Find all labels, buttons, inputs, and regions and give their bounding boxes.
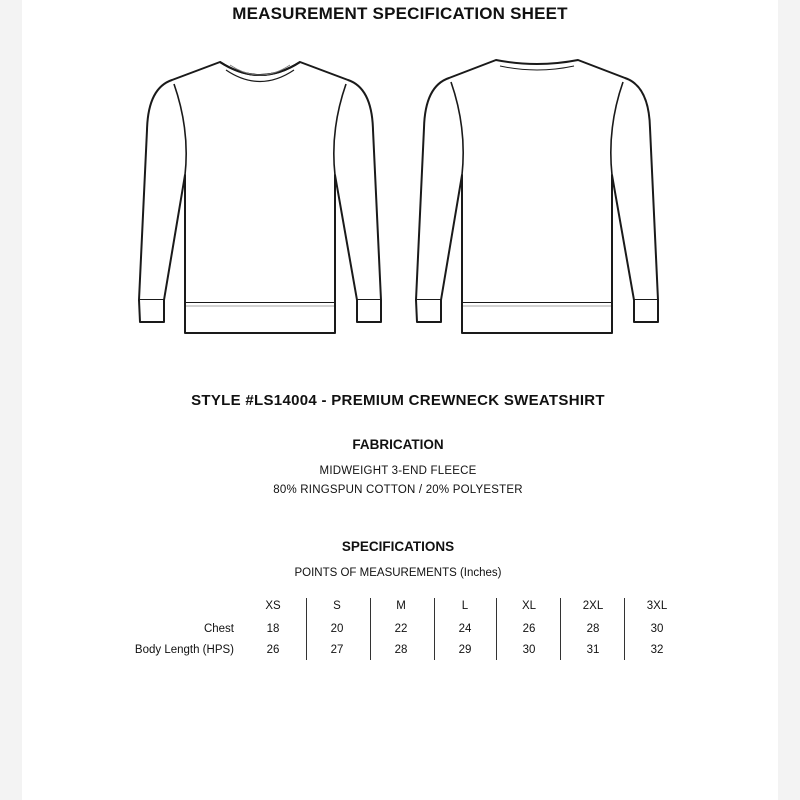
table-cell: 29 (458, 644, 472, 656)
table-cell: 26 (266, 644, 280, 656)
size-header: 2XL (582, 600, 604, 612)
table-cell: 32 (650, 644, 664, 656)
row-label-body-length: Body Length (HPS) (134, 644, 234, 656)
table-cell: 24 (458, 623, 472, 635)
specifications-heading: SPECIFICATIONS (341, 539, 455, 554)
fabrication-line-2: 80% RINGSPUN COTTON / 20% POLYESTER (273, 484, 523, 496)
sweatshirt-back-drawing (416, 60, 658, 333)
table-cell: 28 (586, 623, 600, 635)
table-cell: 26 (522, 623, 536, 635)
page-title: MEASUREMENT SPECIFICATION SHEET (232, 4, 568, 23)
row-label-chest: Chest (203, 623, 234, 635)
table-cell: 27 (330, 644, 344, 656)
table-cell: 31 (586, 644, 600, 656)
table-cell: 22 (394, 623, 408, 635)
size-header: XS (265, 600, 281, 612)
points-of-measurement-caption: POINTS OF MEASUREMENTS (Inches) (294, 567, 502, 579)
fabrication-heading: FABRICATION (352, 437, 444, 452)
fabrication-line-1: MIDWEIGHT 3-END FLEECE (319, 465, 477, 477)
size-header: M (396, 600, 406, 612)
size-header: S (333, 600, 341, 612)
table-cell: 20 (330, 623, 344, 635)
size-header: XL (521, 600, 537, 612)
sweatshirt-front-drawing (139, 62, 381, 333)
garment-illustrations (0, 52, 800, 342)
style-title: STYLE #LS14004 - PREMIUM CREWNECK SWEATSHIRT (191, 392, 605, 409)
table-cell: 30 (522, 644, 536, 656)
size-header: 3XL (646, 600, 668, 612)
table-cell: 28 (394, 644, 408, 656)
table-cell: 30 (650, 623, 664, 635)
size-header: L (461, 600, 469, 612)
table-cell: 18 (266, 623, 280, 635)
